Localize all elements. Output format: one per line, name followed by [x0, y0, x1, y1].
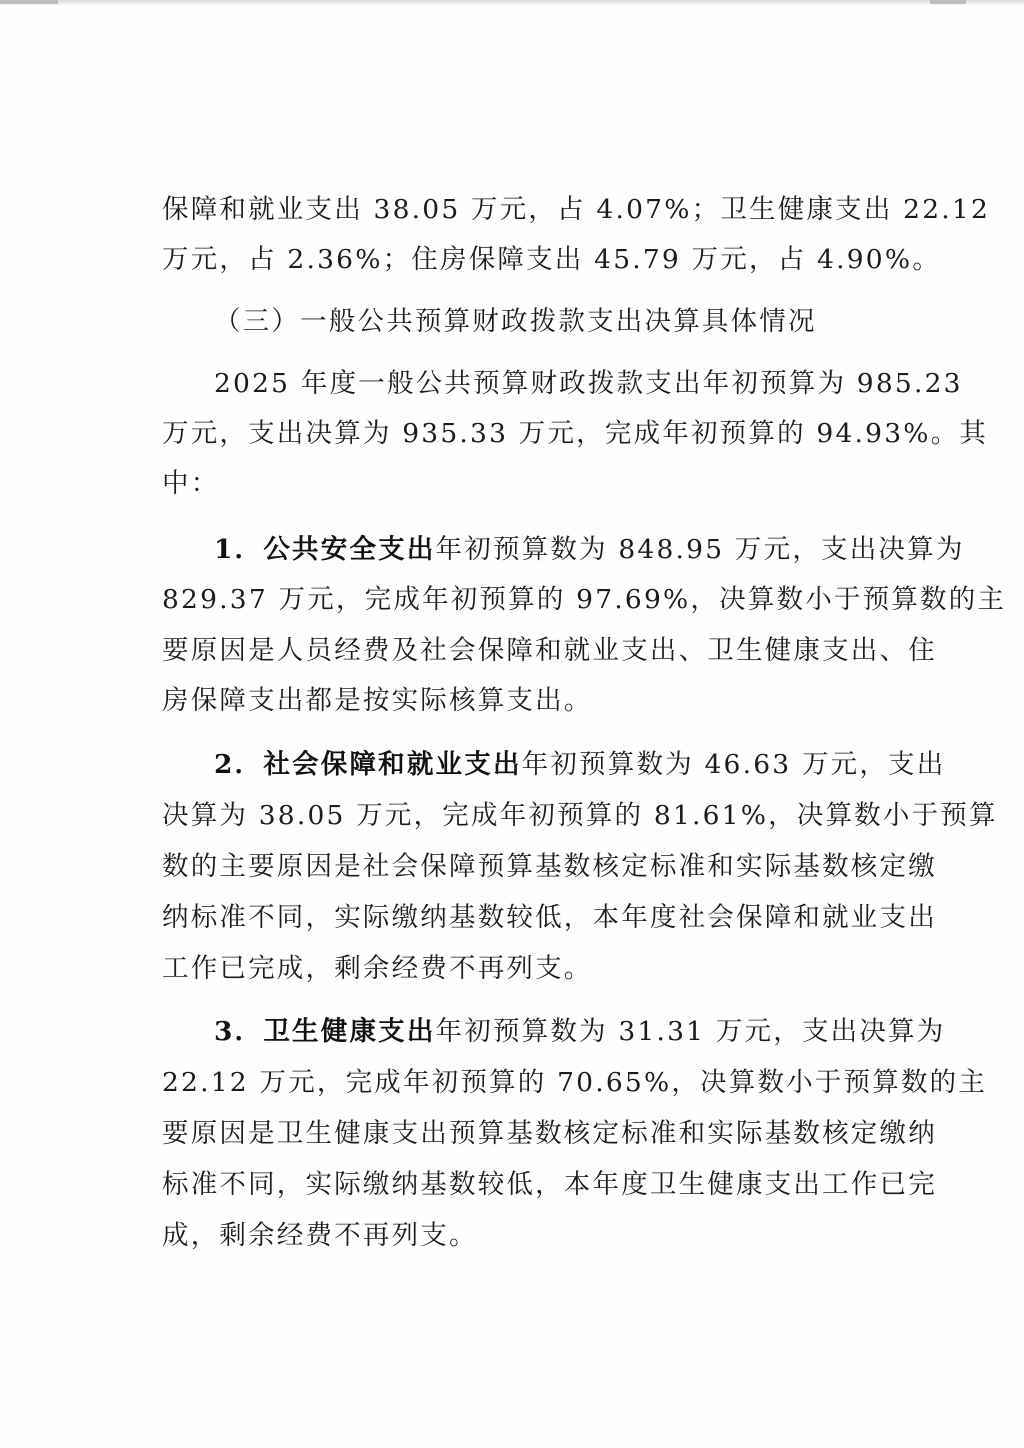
paragraph-line: 纳标准不同，实际缴纳基数较低，本年度社会保障和就业支出 [162, 902, 937, 933]
item-3-text: 年初预算数为 31.31 万元，支出决算为 [435, 1016, 946, 1047]
paragraph-line: 2025 年度一般公共预算财政拨款支出年初预算为 985.23 [214, 368, 963, 399]
paragraph-line: 工作已完成，剩余经费不再列支。 [162, 953, 593, 984]
scan-edge [0, 0, 1024, 6]
item-1-line [214, 530, 965, 570]
paragraph-line: 成，剩余经费不再列支。 [162, 1220, 478, 1251]
text-line: 保障和就业支出 38.05 万元，占 4.07%；卫生健康支出 22.12 [162, 194, 991, 225]
text-line: 万元，占 2.36%；住房保障支出 45.79 万元，占 4.90%。 [162, 244, 941, 275]
paragraph-line: 要原因是卫生健康支出预算基数核定标准和实际基数核定缴纳 [162, 1118, 937, 1149]
paragraph-line: 决算为 38.05 万元，完成年初预算的 81.61%，决算数小于预算 [162, 800, 998, 831]
item-2-title: 2．社会保障和就业支出 [214, 749, 522, 780]
paragraph-line: 22.12 万元，完成年初预算的 70.65%，决算数小于预算数的主 [162, 1067, 988, 1098]
paragraph-line: 标准不同，实际缴纳基数较低，本年度卫生健康支出工作已完 [162, 1169, 937, 1200]
item-1-title: 1．公共安全支出 [214, 534, 436, 565]
scan-artifact [930, 0, 966, 4]
item-2-line [214, 745, 946, 785]
item-2-text: 年初预算数为 46.63 万元，支出 [521, 749, 946, 780]
item-1-text: 年初预算数为 848.95 万元，支出决算为 [435, 534, 965, 565]
paragraph-line: 中： [162, 468, 220, 499]
item-3-title: 3．卫生健康支出 [214, 1016, 436, 1047]
paragraph-line: 数的主要原因是社会保障预算基数核定标准和实际基数核定缴 [162, 851, 937, 882]
paragraph-line: 829.37 万元，完成年初预算的 97.69%，决算数小于预算数的主 [162, 584, 1007, 615]
paragraph-line: 房保障支出都是按实际核算支出。 [162, 685, 593, 716]
section-heading: （三）一般公共预算财政拨款支出决算具体情况 [214, 306, 817, 337]
paragraph-line: 万元，支出决算为 935.33 万元，完成年初预算的 94.93%。其 [162, 418, 989, 449]
paragraph-line: 要原因是人员经费及社会保障和就业支出、卫生健康支出、住 [162, 635, 937, 666]
scan-artifact [0, 0, 58, 4]
item-3-line [214, 1012, 946, 1052]
